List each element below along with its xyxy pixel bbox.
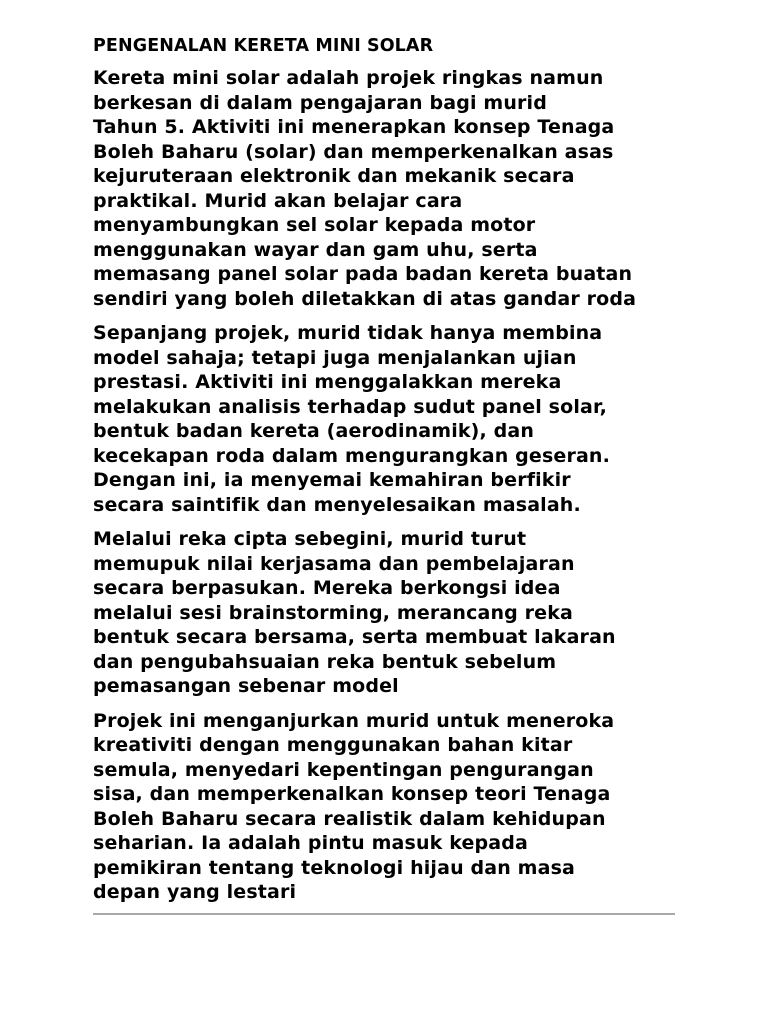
paragraph-line: pemikiran tentang teknologi hijau dan masa (93, 856, 576, 879)
paragraph-1 (93, 66, 683, 311)
paragraph-3 (93, 527, 683, 699)
paragraph-line: berkesan di dalam pengajaran bagi murid (93, 91, 547, 114)
page-divider (93, 913, 675, 915)
document-title: PENGENALAN KERETA MINI SOLAR (93, 36, 434, 56)
paragraph-line: dan pengubahsuaian reka bentuk sebelum (93, 650, 557, 673)
paragraph-line: menyambungkan sel solar kepada motor (93, 214, 536, 236)
paragraph-line: Tahun 5. Aktiviti ini menerapkan konsep Tenaga (93, 116, 615, 138)
paragraph-line: pemasangan sebenar model (93, 675, 399, 697)
paragraph-line: secara saintifik dan menyelesaikan masalah. (93, 493, 581, 516)
paragraph-line: kejuruteraan elektronik dan mekanik secara (93, 165, 575, 187)
paragraph-line: praktikal. Murid akan belajar cara (93, 189, 463, 212)
paragraph-2 (93, 321, 683, 517)
paragraph-line: Dengan ini, ia menyemai kemahiran berfikir (93, 469, 571, 491)
paragraph-line: semula, menyedari kepentingan pengurangan (93, 758, 594, 781)
paragraph-line: bentuk secara bersama, serta membuat lakaran (93, 626, 616, 648)
paragraph-line: sendiri yang boleh diletakkan di atas gandar roda (93, 287, 637, 310)
paragraph-line: bentuk badan kereta (aerodinamik), dan (93, 420, 535, 442)
paragraph-line: kreativiti dengan menggunakan bahan kitar (93, 734, 573, 756)
paragraph-line: sisa, dan memperkenalkan konsep teori Tenaga (93, 783, 611, 805)
paragraph-line: melalui sesi brainstorming, merancang reka (93, 601, 573, 624)
paragraph-line: menggunakan wayar dan gam uhu, serta (93, 238, 538, 261)
paragraph-line: melakukan analisis terhadap sudut panel solar, (93, 395, 608, 418)
paragraph-line: Boleh Baharu secara realistik dalam kehidupan (93, 807, 606, 830)
paragraph-line: Melalui reka cipta sebegini, murid turut (93, 528, 527, 550)
paragraph-line: prestasi. Aktiviti ini menggalakkan mereka (93, 371, 562, 393)
paragraph-line: Boleh Baharu (solar) dan memperkenalkan asas (93, 140, 614, 163)
paragraph-line: Kereta mini solar adalah projek ringkas namun (93, 67, 604, 89)
paragraph-line: Projek ini menganjurkan murid untuk meneroka (93, 709, 615, 732)
paragraph-line: memupuk nilai kerjasama dan pembelajaran (93, 552, 575, 575)
paragraph-line: secara berpasukan. Mereka berkongsi idea (93, 577, 561, 599)
paragraph-line: seharian. Ia adalah pintu masuk kepada (93, 832, 528, 854)
paragraph-line: model sahaja; tetapi juga menjalankan ujian (93, 346, 577, 369)
paragraph-line: depan yang lestari (93, 881, 297, 903)
paragraph-line: kecekapan roda dalam mengurangkan geseran. (93, 444, 610, 467)
paragraph-4 (93, 709, 683, 905)
paragraph-line: Sepanjang projek, murid tidak hanya membina (93, 322, 603, 344)
paragraph-line: memasang panel solar pada badan kereta buatan (93, 263, 633, 285)
document-page (93, 34, 683, 915)
